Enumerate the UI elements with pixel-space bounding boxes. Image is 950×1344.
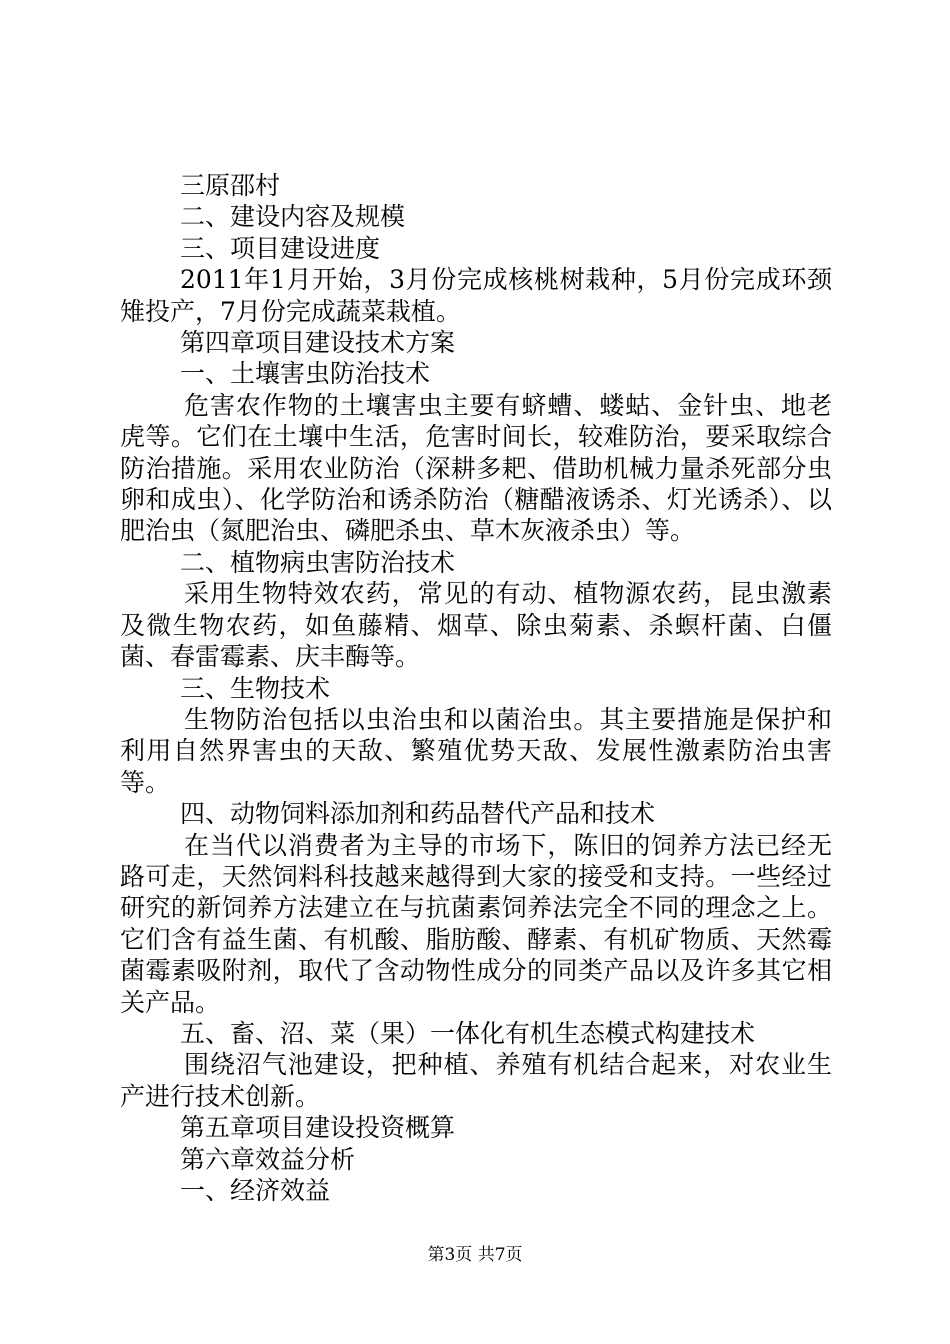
body-paragraph: 采用生物特效农药，常见的有动、植物源农药，昆虫激素及微生物农药，如鱼藤精、烟草、除虫菊素、杀螟杆菌、白僵菌、春雷霉素、庆丰酶等。 (120, 579, 832, 672)
page-number-footer: 第3页 共7页 (427, 1245, 523, 1265)
section-heading: 一、经济效益 (180, 1176, 331, 1205)
body-paragraph: 危害农作物的土壤害虫主要有蛴螬、蝼蛄、金针虫、地老虎等。它们在土壤中生活，危害时间长，较难防治，要采取综合防治措施。采用农业防治（深耕多耙、借助机械力量杀死部分虫卵和成虫）、化学防治和诱杀防治（糖醋液诱杀、灯光诱杀）、以肥治虫（氮肥治虫、磷肥杀虫、草木灰液杀虫）等。 (120, 390, 832, 546)
section-heading: 五、畜、沼、菜（果）一体化有机生态模式构建技术 (180, 1018, 756, 1048)
body-paragraph: 在当代以消费者为主导的市场下，陈旧的饲养方法已经无路可走，天然饲料科技越来越得到大家的接受和支持。一些经过研究的新饲养方法建立在与抗菌素饲养法完全不同的理念之上。它们含有益生菌、有机酸、脂肪酸、酵素、有机矿物质、天然霉菌霉素吸附剂，取代了含动物性成分的同类产品以及许多其它相关产品。 (120, 830, 832, 1017)
chapter-heading: 第五章项目建设投资概算 (180, 1113, 456, 1143)
section-heading: 四、动物饲料添加剂和药品替代产品和技术 (180, 799, 656, 829)
location-line: 三原邵村 (180, 171, 281, 200)
section-heading: 三、项目建设进度 (180, 233, 381, 263)
schedule-paragraph: 2011年1月开始，3月份完成核桃树栽种，5月份完成环颈雉投产，7月份完成蔬菜栽植。 (120, 265, 832, 326)
chapter-heading: 第六章效益分析 (180, 1144, 356, 1174)
section-heading: 三、生物技术 (180, 673, 331, 703)
body-paragraph: 生物防治包括以虫治虫和以菌治虫。其主要措施是保护和利用自然界害虫的天敌、繁殖优势天敌、发展性激素防治虫害等。 (120, 704, 832, 797)
section-heading: 二、建设内容及规模 (180, 202, 406, 232)
body-paragraph: 围绕沼气池建设，把种植、养殖有机结合起来，对农业生产进行技术创新。 (120, 1050, 832, 1111)
document-body (120, 170, 832, 1206)
section-heading: 二、植物病虫害防治技术 (180, 547, 456, 577)
chapter-heading: 第四章项目建设技术方案 (180, 328, 456, 358)
section-heading: 一、土壤害虫防治技术 (180, 359, 431, 389)
